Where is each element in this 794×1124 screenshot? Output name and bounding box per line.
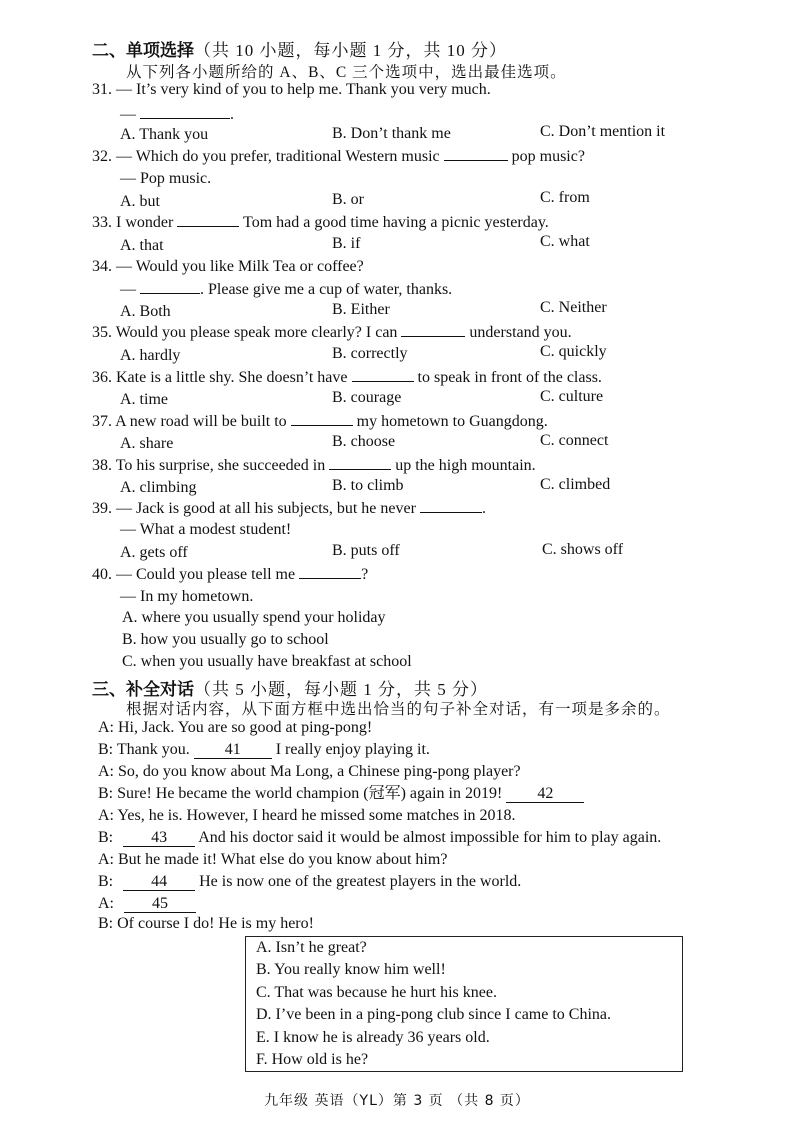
section-2-instruction: 从下列各小题所给的 A、B、C 三个选项中，选出最佳选项。 <box>126 64 567 81</box>
choice-b[interactable]: B. You really know him well! <box>256 961 446 979</box>
answer-blank-42[interactable]: 42 <box>506 786 584 803</box>
question-text-after: understand you. <box>469 324 572 341</box>
option-a[interactable]: A. time <box>120 391 168 408</box>
question-37 <box>92 411 548 432</box>
option-c[interactable]: C. Neither <box>540 299 607 316</box>
option-c[interactable]: C. connect <box>540 432 609 449</box>
question-text: — Would you like Milk Tea or coffee? <box>116 258 364 275</box>
option-a[interactable]: A. that <box>120 237 164 254</box>
question-number: 36. <box>92 369 112 386</box>
option-c[interactable]: C. culture <box>540 388 604 405</box>
answer-blank-41[interactable]: 41 <box>194 742 272 759</box>
option-a[interactable]: A. where you usually spend your holiday <box>122 609 386 626</box>
choices-box <box>245 936 683 1072</box>
question-number: 37. <box>92 413 112 430</box>
question-text-after: pop music? <box>511 148 585 165</box>
section-2-title <box>92 36 507 61</box>
answer-blank[interactable] <box>177 212 239 227</box>
option-b[interactable]: B. puts off <box>332 542 400 559</box>
option-c[interactable]: C. shows off <box>542 541 624 558</box>
question-39-line2: — What a modest student! <box>120 521 292 538</box>
question-text-before: — Could you please tell me <box>116 566 296 583</box>
option-c[interactable]: C. Don’t mention it <box>540 123 666 140</box>
option-b[interactable]: B. courage <box>332 389 402 406</box>
section-2-note: （共 10 小题，每小题 1 分，共 10 分） <box>194 41 507 60</box>
dialogue-text: He is now one of the greatest players in the world. <box>199 873 522 890</box>
option-b[interactable]: B. Don’t thank me <box>332 125 451 142</box>
line-end: . <box>230 106 234 123</box>
option-b[interactable]: B. or <box>332 191 364 208</box>
dialogue-line-1: A: Hi, Jack. You are so good at ping-pong! <box>98 719 373 736</box>
option-b[interactable]: B. to climb <box>332 477 404 494</box>
option-c[interactable]: C. climbed <box>540 476 611 493</box>
question-text-after: to speak in front of the class. <box>417 369 602 386</box>
dialogue-text: I really enjoy playing it. <box>275 741 430 758</box>
dialogue-line-4 <box>98 784 584 804</box>
choice-c[interactable]: C. That was because he hurt his knee. <box>256 983 497 1001</box>
answer-blank[interactable] <box>140 279 200 294</box>
answer-blank[interactable] <box>140 104 230 119</box>
question-text-after: my hometown to Guangdong. <box>356 413 548 430</box>
question-text-before: — Jack is good at all his subjects, but he never <box>116 500 416 517</box>
question-number: 32. <box>92 148 112 165</box>
question-34 <box>92 257 364 277</box>
question-number: 38. <box>92 457 112 474</box>
dialogue-line-8 <box>98 872 521 892</box>
option-a[interactable]: A. but <box>120 193 160 210</box>
choice-d[interactable]: D. I’ve been in a ping-pong club since I came to China. <box>256 1006 611 1024</box>
question-text-before: — Which do you prefer, traditional Western music <box>116 148 440 165</box>
dialogue-line-2 <box>98 740 430 760</box>
question-40-line2: — In my hometown. <box>120 588 254 605</box>
question-text-before: To his surprise, she succeeded in <box>115 457 326 474</box>
question-text-after: Tom had a good time having a picnic yesterday. <box>243 214 549 231</box>
dialogue-text: B: <box>98 829 114 846</box>
choice-e[interactable]: E. I know he is already 36 years old. <box>256 1028 490 1046</box>
section-3-heading: 三、补全对话 <box>92 680 194 699</box>
option-a[interactable]: A. Thank you <box>120 126 209 143</box>
option-b[interactable]: B. Either <box>332 301 390 318</box>
dialogue-line-6 <box>98 828 661 848</box>
answer-blank-43[interactable]: 43 <box>123 830 195 847</box>
question-number: 34. <box>92 258 112 275</box>
dialogue-text: A: <box>98 895 114 912</box>
question-35 <box>92 322 572 343</box>
dash: — <box>120 106 136 123</box>
option-c[interactable]: C. quickly <box>540 343 607 360</box>
dialogue-text: B: <box>98 873 114 890</box>
answer-blank[interactable] <box>420 498 482 513</box>
answer-blank[interactable] <box>352 367 414 382</box>
answer-blank-45[interactable]: 45 <box>124 896 196 913</box>
option-a[interactable]: A. climbing <box>120 479 197 496</box>
dialogue-text: B: Sure! He became the world champion (冠军) again in 2019! <box>98 785 503 802</box>
question-text-before: A new road will be built to <box>115 413 287 430</box>
question-number: 31. <box>92 81 112 98</box>
dialogue-line-3: A: So, do you know about Ma Long, a Chinese ping-pong player? <box>98 763 521 780</box>
page-footer: 九年级 英语（YL）第 3 页 （共 8 页） <box>264 1093 530 1109</box>
question-31-line2 <box>120 104 234 125</box>
option-c[interactable]: C. what <box>540 233 590 250</box>
answer-blank[interactable] <box>299 564 361 579</box>
answer-blank[interactable] <box>401 322 465 337</box>
dialogue-text: B: Thank you. <box>98 741 190 758</box>
option-a[interactable]: A. Both <box>120 303 171 320</box>
section-3-instruction: 根据对话内容，从下面方框中选出恰当的句子补全对话，有一项是多余的。 <box>126 701 671 718</box>
question-31 <box>92 80 491 100</box>
question-33 <box>92 212 549 233</box>
section-3-note: （共 5 小题，每小题 1 分，共 5 分） <box>194 680 488 699</box>
option-b[interactable]: B. correctly <box>332 345 408 362</box>
choice-f[interactable]: F. How old is he? <box>256 1051 369 1069</box>
question-number: 35. <box>92 324 112 341</box>
question-39 <box>92 498 486 519</box>
dialogue-text: And his doctor said it would be almost impossible for him to play again. <box>198 829 662 846</box>
question-text-before: Would you please speak more clearly? I can <box>115 324 398 341</box>
question-40 <box>92 564 368 585</box>
option-b[interactable]: B. if <box>332 235 361 252</box>
question-text-before: I wonder <box>116 214 174 231</box>
option-b[interactable]: B. how you usually go to school <box>122 631 329 648</box>
question-text-after: up the high mountain. <box>395 457 536 474</box>
section-2-heading: 二、单项选择 <box>92 41 194 60</box>
choice-a[interactable]: A. Isn’t he great? <box>256 939 367 956</box>
answer-blank[interactable] <box>444 146 508 161</box>
line-end: . Please give me a cup of water, thanks. <box>200 281 453 298</box>
dialogue-line-7: A: But he made it! What else do you know about him? <box>98 851 448 868</box>
question-number: 33. <box>92 214 112 231</box>
question-text: — It’s very kind of you to help me. Thank you very much. <box>116 81 491 98</box>
option-b[interactable]: B. choose <box>332 433 396 450</box>
answer-blank[interactable] <box>329 455 391 470</box>
question-text-after: . <box>481 500 486 517</box>
question-36 <box>92 367 602 388</box>
question-number: 39. <box>92 500 112 517</box>
dash: — <box>120 281 136 298</box>
dialogue-line-9 <box>98 894 196 914</box>
option-a[interactable]: A. gets off <box>120 544 188 561</box>
option-a[interactable]: A. share <box>120 435 174 452</box>
question-text-after: ? <box>361 566 369 583</box>
answer-blank[interactable] <box>291 411 353 426</box>
question-number: 40. <box>92 566 112 583</box>
question-38 <box>92 455 536 476</box>
question-34-line2 <box>120 279 452 300</box>
option-a[interactable]: A. hardly <box>120 347 181 364</box>
option-c[interactable]: C. when you usually have breakfast at school <box>122 653 412 670</box>
option-c[interactable]: C. from <box>540 189 590 206</box>
question-text-before: Kate is a little shy. She doesn’t have <box>116 369 348 386</box>
question-32-line2: — Pop music. <box>120 170 212 187</box>
question-32 <box>92 146 585 167</box>
dialogue-line-10: B: Of course I do! He is my hero! <box>98 915 314 932</box>
answer-blank-44[interactable]: 44 <box>123 874 195 891</box>
dialogue-line-5: A: Yes, he is. However, I heard he missed some matches in 2018. <box>98 807 516 824</box>
